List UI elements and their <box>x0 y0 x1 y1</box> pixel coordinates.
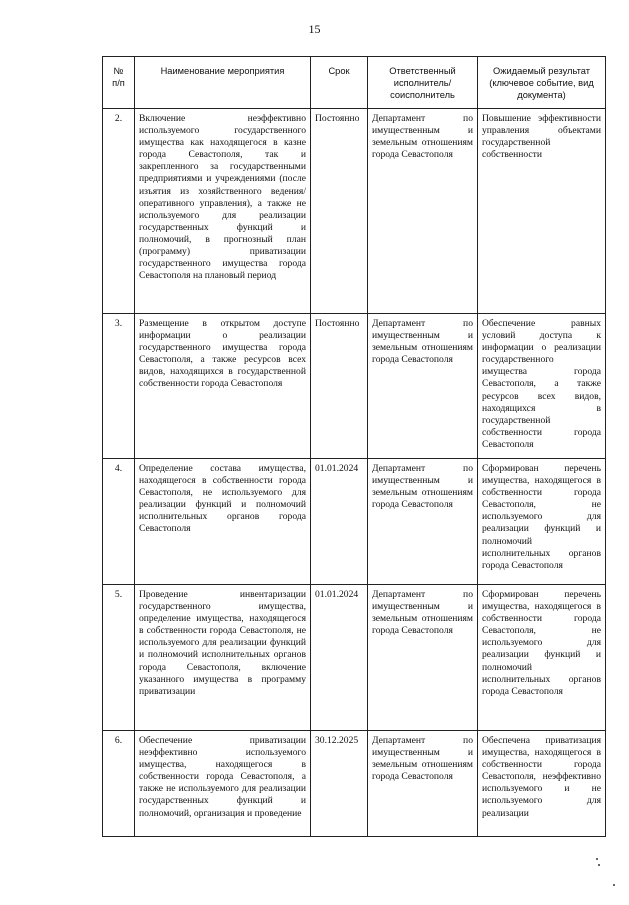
row-responsible: Департамент по имущественным и земельным отношениям города Севастополя <box>368 109 478 314</box>
header-name: Наименование мероприятия <box>135 57 311 109</box>
row-measure-name: Размещение в открытом доступе информации о реализации государственного имущества города Севастополя, а также ресурсов всех видов, находящихся в государственной собственности города Севастополя <box>135 314 311 459</box>
header-term: Срок <box>311 57 368 109</box>
row-number: 6. <box>103 731 135 837</box>
row-responsible: Департамент по имущественным и земельным отношениям города Севастополя <box>368 459 478 585</box>
row-term: Постоянно <box>311 109 368 314</box>
table-row <box>103 109 606 314</box>
row-expected-result: Обеспечена приватизация имущества, находящегося в собственности города Севастополя, неэффективно используемого и не используемого для реализации <box>478 731 606 837</box>
row-expected-result: Сформирован перечень имущества, находящегося в собственности города Севастополя, не используемого для реализации функций и полномочий исполнительных органов города Севастополя <box>478 585 606 731</box>
row-term: 01.01.2024 <box>311 585 368 731</box>
table-row <box>103 314 606 459</box>
header-result: Ожидаемый результат (ключевое событие, вид документа) <box>478 57 606 109</box>
row-responsible: Департамент по имущественным и земельным отношениям города Севастополя <box>368 731 478 837</box>
row-term: 01.01.2024 <box>311 459 368 585</box>
header-number-line2: п/п <box>112 78 125 88</box>
header-responsible: Ответственный исполнитель/ соисполнитель <box>368 57 478 109</box>
row-measure-name: Проведение инвентаризации государственного имущества, определение имущества, находящегося в собственности города Севастополя, не используемого для реализации функций и полномочий исполнительных органов города Севастополя, включение указанного имущества в программу приватизации <box>135 585 311 731</box>
scan-speck <box>598 864 600 866</box>
row-number: 5. <box>103 585 135 731</box>
row-measure-name: Определение состава имущества, находящегося в собственности города Севастополя, не используемого для реализации функций и полномочий исполнительных органов города Севастополя <box>135 459 311 585</box>
row-term: Постоянно <box>311 314 368 459</box>
row-term: 30.12.2025 <box>311 731 368 837</box>
table-header-row <box>103 57 606 109</box>
page-number: 15 <box>308 22 321 36</box>
row-measure-name: Включение неэффективно используемого государственного имущества как находящегося в казне города Севастополя, так и закрепленного за государственными предприятиями и учреждениями (после изъятия из хозяйственного ведения/оперативного управления), а также не используемого для реализации государственных функций и полномочий, в прогнозный план (программу) приватизации государственного имущества города Севастополя на плановый период <box>135 109 311 314</box>
row-expected-result: Сформирован перечень имущества, находящегося в собственности города Севастополя, не используемого для реализации функций и полномочий исполнительных органов города Севастополя <box>478 459 606 585</box>
table-row <box>103 459 606 585</box>
row-responsible: Департамент по имущественным и земельным отношениям города Севастополя <box>368 585 478 731</box>
header-number <box>103 57 135 109</box>
row-expected-result: Обеспечение равных условий доступа к информации о реализации государственного имущества города Севастополя, а также ресурсов всех видов, находящихся в государственной собственности города Севастополя <box>478 314 606 459</box>
scan-speck <box>596 858 598 860</box>
action-plan-table <box>102 56 606 837</box>
row-measure-name: Обеспечение приватизации неэффективно используемого имущества, находящегося в собственности города Севастополя, а также не используемого для реализации государственных функций и полномочий, организация и проведение <box>135 731 311 837</box>
row-number: 3. <box>103 314 135 459</box>
row-number: 4. <box>103 459 135 585</box>
row-expected-result: Повышение эффективности управления объектами государственной собственности <box>478 109 606 314</box>
row-number: 2. <box>103 109 135 314</box>
row-responsible: Департамент по имущественным и земельным отношениям города Севастополя <box>368 314 478 459</box>
scan-speck <box>613 884 615 886</box>
table-row <box>103 585 606 731</box>
header-number-line1: № <box>113 66 124 76</box>
table-row <box>103 731 606 837</box>
